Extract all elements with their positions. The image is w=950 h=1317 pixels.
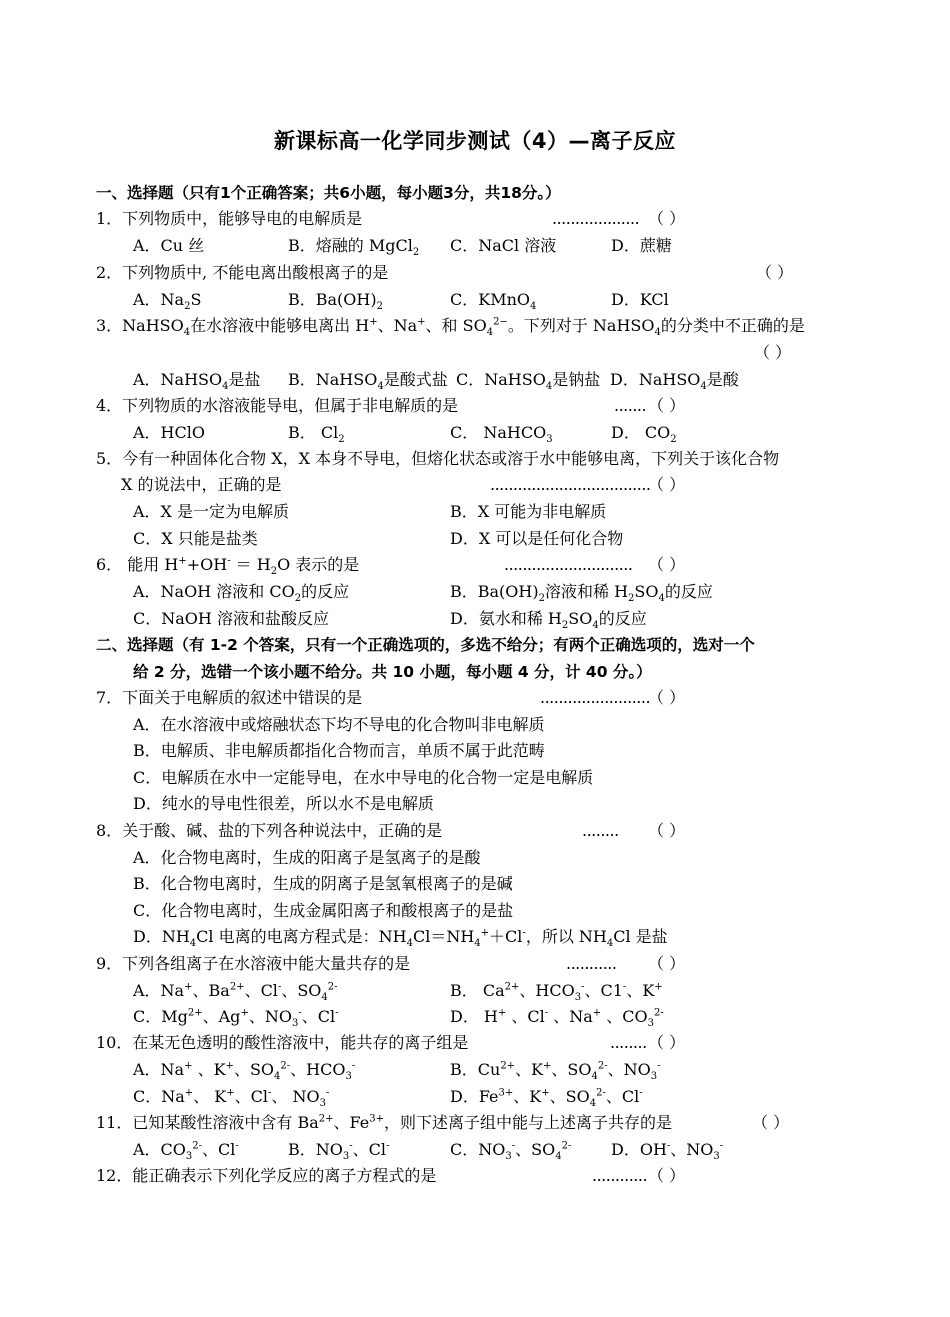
q3-option-c[interactable]: C．NaHSO$_4$是钠盐 bbox=[456, 370, 601, 393]
question-4: 4．下列物质的水溶液能导电，但属于非电解质的是 ....... （ ） bbox=[96, 393, 458, 419]
q5-option-b[interactable]: B．X 可能为非电解质 bbox=[450, 502, 607, 521]
question-8: 8．关于酸、碱、盐的下列各种说法中，正确的是 ........ （ ） bbox=[96, 818, 442, 844]
q9-dots: ........... bbox=[566, 954, 617, 973]
question-9: 9．下列各组离子在水溶液中能大量共存的是 ........... （ ） bbox=[96, 951, 410, 977]
q2-option-c[interactable]: C．KMnO$_4$ bbox=[450, 290, 537, 313]
question-11: 11．已知某酸性溶液中含有 $Ba^{2+}$、$Fe^{3+}$，则下述离子组中能与上述离子共存的是 （ ） bbox=[96, 1110, 672, 1136]
q6-dots: ............................ bbox=[504, 555, 633, 574]
q5-answer-paren[interactable]: （ ） bbox=[648, 475, 686, 494]
q4-answer-paren[interactable]: （ ） bbox=[648, 396, 686, 415]
question-10: 10．在某无色透明的酸性溶液中，能共存的离子组是 ........ （ ） bbox=[96, 1030, 468, 1056]
q1-option-d[interactable]: D．蔗糖 bbox=[611, 236, 672, 255]
q2-option-b[interactable]: B．$Ba(OH)_2$ bbox=[288, 290, 383, 313]
section-1-header: 一、选择题（只有1个正确答案；共6小题，每小题3分，共18分。） bbox=[96, 184, 561, 202]
question-2 bbox=[96, 260, 794, 286]
q8-option-d[interactable]: D．$NH_4Cl$ 电离的电离方程式是：$NH_4Cl=NH_4^++Cl^-$，所以 $NH_4Cl$ 是盐 bbox=[133, 927, 668, 950]
q7-option-a[interactable]: A．在水溶液中或熔融状态下均不导电的化合物叫非电解质 bbox=[133, 715, 545, 734]
q9-option-a[interactable]: A．Na+、$Ba^{2+}$、Cl-、$SO_4^{2-}$ bbox=[133, 981, 338, 1004]
q10-dots: ........ bbox=[610, 1033, 647, 1052]
q10-answer-paren[interactable]: （ ） bbox=[648, 1033, 686, 1052]
q4-option-b[interactable]: B． $Cl_2$ bbox=[288, 423, 345, 446]
question-12: 12．能正确表示下列化学反应的离子方程式的是 ............ （ ） bbox=[96, 1163, 436, 1189]
q4-dots: ....... bbox=[614, 396, 647, 415]
question-6: 6． 能用 $H^++OH^- = H_2O$ 表示的是 ............................ （ ） bbox=[96, 552, 359, 578]
q12-dots: ............ bbox=[592, 1166, 648, 1185]
q6-option-b[interactable]: B．$Ba(OH)_2$溶液和稀 $H_2SO_4$的反应 bbox=[450, 582, 713, 605]
q1-option-c[interactable]: C．NaCl 溶液 bbox=[450, 236, 557, 255]
q3-option-b[interactable]: B．NaHSO$_4$是酸式盐 bbox=[288, 370, 448, 393]
q4-option-a[interactable]: A．HClO bbox=[133, 423, 205, 442]
q10-option-d[interactable]: D．$Fe^{3+}$、K+、$SO_4^{2-}$、Cl- bbox=[450, 1087, 643, 1110]
q1-dots: ................... bbox=[552, 209, 640, 228]
q11-option-b[interactable]: B．$NO_3^-$、Cl- bbox=[288, 1140, 390, 1163]
q3-answer-paren[interactable]: （ ） bbox=[754, 343, 792, 362]
q1-stem: 1．下列物质中，能够导电的电解质是 bbox=[96, 209, 363, 228]
q2-option-d[interactable]: D．KCl bbox=[611, 290, 669, 309]
q7-answer-paren[interactable]: （ ） bbox=[648, 688, 686, 707]
q5-option-a[interactable]: A．X 是一定为电解质 bbox=[133, 502, 290, 521]
q1-option-a[interactable]: A．Cu 丝 bbox=[133, 236, 205, 255]
q8-option-b[interactable]: B．化合物电离时，生成的阴离子是氢氧根离子的是碱 bbox=[133, 874, 513, 893]
q8-option-c[interactable]: C．化合物电离时，生成金属阳离子和酸根离子的是盐 bbox=[133, 901, 514, 920]
q11-answer-paren[interactable]: （ ） bbox=[752, 1113, 790, 1132]
q7-option-c[interactable]: C．电解质在水中一定能导电，在水中导电的化合物一定是电解质 bbox=[133, 768, 594, 787]
q4-option-c[interactable]: C． NaHCO$_3$ bbox=[450, 423, 553, 446]
q5-dots: ................................... bbox=[490, 475, 651, 494]
q6-answer-paren[interactable]: （ ） bbox=[648, 555, 686, 574]
question-5: 5．今有一种固体化合物 X，X 本身不导电，但熔化状态或溶于水中能够电离，下列关于该化合物 bbox=[96, 449, 780, 468]
q9-option-d[interactable]: D． H+ 、Cl- 、Na+ 、$CO_3^{2-}$ bbox=[450, 1007, 664, 1030]
q5-option-d[interactable]: D．X 可以是任何化合物 bbox=[450, 529, 624, 548]
question-7: 7．下面关于电解质的叙述中错误的是 ........................ （ ） bbox=[96, 685, 362, 711]
q10-option-c[interactable]: C．Na+、 K+、Cl-、 $NO_3^-$ bbox=[133, 1087, 330, 1110]
q9-answer-paren[interactable]: （ ） bbox=[648, 954, 686, 973]
q11-option-a[interactable]: A．$CO_3^{2-}$、Cl- bbox=[133, 1140, 239, 1163]
q6-option-a[interactable]: A．NaOH 溶液和 $CO_2$的反应 bbox=[133, 582, 350, 605]
q11-option-d[interactable]: D．OH-、$NO_3^-$ bbox=[611, 1140, 724, 1163]
question-3: 3．NaHSO$_4$在水溶液中能够电离出 H+、Na+、和 $SO_4^{2-}$。下列对于 NaHSO$_4$的分类中不正确的是 bbox=[96, 316, 805, 339]
question-5-line2: X 的说法中，正确的是 ................................... （ ） bbox=[121, 472, 281, 498]
q4-option-d[interactable]: D． $CO_2$ bbox=[611, 423, 677, 446]
q11-option-c[interactable]: C．$NO_3^-$、$SO_4^{2-}$ bbox=[450, 1140, 572, 1163]
q1-answer-paren[interactable]: （ ） bbox=[648, 209, 686, 228]
q7-option-b[interactable]: B．电解质、非电解质都指化合物而言，单质不属于此范畴 bbox=[133, 741, 545, 760]
q7-dots: ........................ bbox=[540, 688, 651, 707]
q2-answer-paren[interactable]: （ ） bbox=[756, 263, 794, 282]
q6-option-c[interactable]: C．NaOH 溶液和盐酸反应 bbox=[133, 609, 329, 628]
q6-option-d[interactable]: D．氨水和稀 $H_2SO_4$的反应 bbox=[450, 609, 647, 632]
q2-option-a[interactable]: A．$Na_2S$ bbox=[133, 290, 202, 313]
q7-option-d[interactable]: D．纯水的导电性很差，所以水不是电解质 bbox=[133, 794, 434, 813]
q5-option-c[interactable]: C．X 只能是盐类 bbox=[133, 529, 258, 548]
q8-dots: ........ bbox=[582, 821, 619, 840]
question-1 bbox=[96, 206, 686, 232]
q1-option-b[interactable]: B．熔融的 MgCl$_2$ bbox=[288, 236, 420, 259]
q9-option-c[interactable]: C．$Mg^{2+}$、Ag+、$NO_3^-$、Cl- bbox=[133, 1007, 339, 1030]
q8-option-a[interactable]: A．化合物电离时，生成的阳离子是氢离子的是酸 bbox=[133, 848, 481, 867]
q3-option-a[interactable]: A．NaHSO$_4$是盐 bbox=[133, 370, 261, 393]
q10-option-a[interactable]: A．Na+ 、K+、$SO_4^{2-}$、$HCO_3^-$ bbox=[133, 1060, 356, 1083]
q8-answer-paren[interactable]: （ ） bbox=[648, 821, 686, 840]
q3-option-d[interactable]: D．NaHSO$_4$是酸 bbox=[610, 370, 739, 393]
q2-stem: 2．下列物质中, 不能电离出酸根离子的是 bbox=[96, 263, 389, 282]
section-2-header-line2: 给 2 分，选错一个该小题不给分。共 10 小题，每小题 4 分，计 40 分。） bbox=[133, 663, 652, 681]
q10-option-b[interactable]: B．$Cu^{2+}$、K+、$SO_4^{2-}$、$NO_3^-$ bbox=[450, 1060, 661, 1083]
section-2-header-line1: 二、选择题（有 1-2 个答案，只有一个正确选项的，多选不给分；有两个正确选项的，选对一个 bbox=[96, 636, 755, 654]
page-title: 新课标高一化学同步测试（4）—离子反应 bbox=[273, 129, 677, 153]
q9-option-b[interactable]: B． $Ca^{2+}$、$HCO_3^-$、C1-、K+ bbox=[450, 981, 663, 1004]
q12-answer-paren[interactable]: （ ） bbox=[648, 1166, 686, 1185]
